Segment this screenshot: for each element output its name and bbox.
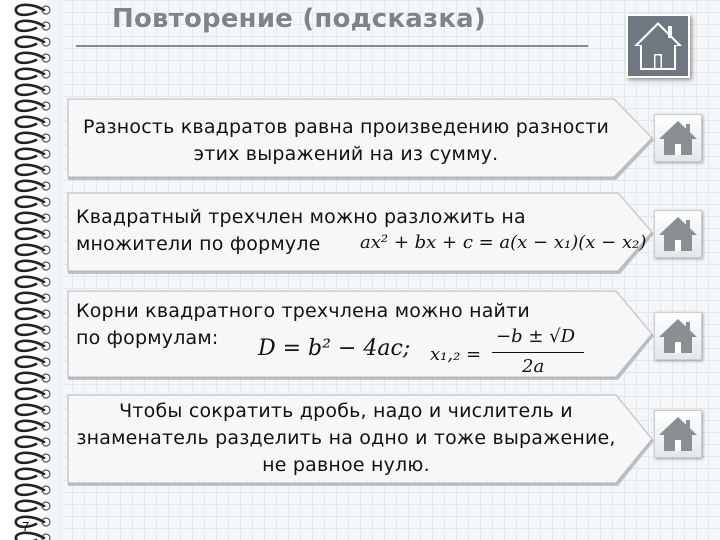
binding-ring <box>16 405 44 415</box>
title-underline <box>76 45 588 47</box>
binding-ring <box>16 421 44 431</box>
binding-ring <box>16 5 44 15</box>
home-icon <box>655 313 701 359</box>
home-button-3[interactable] <box>654 312 702 360</box>
card-text: Разность квадратов равна произведению разности этих выражений на из сумму. <box>82 116 610 165</box>
binding-ring <box>16 277 44 287</box>
binding-ring <box>16 293 44 303</box>
binding-ring <box>16 469 44 479</box>
notebook-binding <box>0 0 62 540</box>
binding-ring <box>16 101 44 111</box>
card-text-line1: Квадратный трехчлен можно разложить на <box>76 206 526 228</box>
binding-ring <box>16 213 44 223</box>
binding-ring <box>16 533 44 540</box>
home-icon <box>655 115 701 161</box>
card-text-line1: Корни квадратного трехчлена можно найти <box>76 300 530 322</box>
home-icon <box>628 16 688 76</box>
hint-card-difference-of-squares <box>66 96 656 176</box>
binding-ring <box>16 181 44 191</box>
roots-formula-denominator: 2a <box>522 356 545 377</box>
page-number: 7 <box>22 519 30 534</box>
page-title: Повторение (подсказка) <box>112 4 487 34</box>
home-button-2[interactable] <box>654 210 702 258</box>
binding-ring <box>16 85 44 95</box>
binding-ring <box>16 373 44 383</box>
spiral-rings <box>0 0 62 540</box>
binding-ring <box>16 245 44 255</box>
roots-formula-numerator: −b ± √D <box>496 326 576 347</box>
home-button-1[interactable] <box>654 114 702 162</box>
discriminant-formula: D = b² − 4ac; <box>258 336 411 361</box>
card-text-line2: по формулам: <box>76 327 219 349</box>
binding-ring <box>16 437 44 447</box>
card-text: Чтобы сократить дробь, надо и числитель и знаменатель разделить на одно и тоже выражение, не равное нулю. <box>76 400 616 476</box>
binding-ring <box>16 165 44 175</box>
home-icon <box>655 211 701 257</box>
binding-ring <box>16 197 44 207</box>
binding-ring <box>16 53 44 63</box>
binding-ring <box>16 325 44 335</box>
binding-ring <box>16 229 44 239</box>
hint-card-quadratic-roots <box>66 288 656 377</box>
binding-ring <box>16 357 44 367</box>
binding-ring <box>16 309 44 319</box>
binding-ring <box>16 149 44 159</box>
binding-ring <box>16 453 44 463</box>
binding-ring <box>16 485 44 495</box>
factoring-formula: ax² + bx + c = a(x − x₁)(x − x₂) <box>360 232 647 253</box>
roots-formula-lhs: x₁,₂ = <box>430 344 482 365</box>
binding-ring <box>16 517 44 527</box>
home-button[interactable] <box>626 14 690 78</box>
hint-card-fraction-reduction <box>66 392 656 476</box>
binding-ring <box>16 501 44 511</box>
binding-ring <box>16 117 44 127</box>
binding-ring <box>16 21 44 31</box>
binding-ring <box>16 341 44 351</box>
home-icon <box>655 411 701 457</box>
fraction-bar <box>492 352 584 353</box>
binding-ring <box>16 37 44 47</box>
binding-ring <box>16 261 44 271</box>
binding-ring <box>16 133 44 143</box>
binding-ring <box>16 69 44 79</box>
card-text-line2: множители по формуле <box>76 233 321 255</box>
binding-ring <box>16 389 44 399</box>
hint-card-quadratic-factoring <box>66 190 656 270</box>
home-button-4[interactable] <box>654 410 702 458</box>
